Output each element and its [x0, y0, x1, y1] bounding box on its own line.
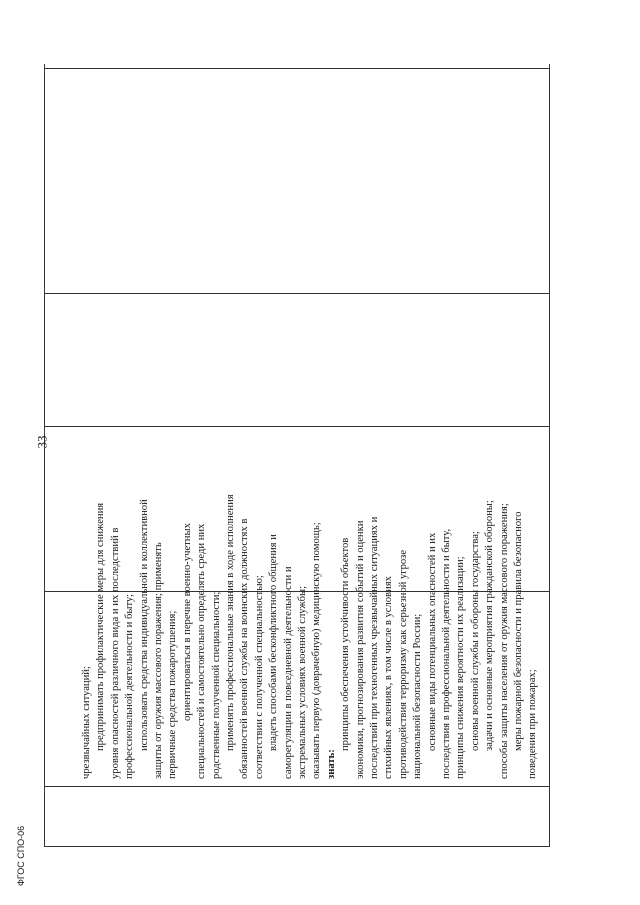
- text-line: последствия в профессиональной деятельности и быту,: [441, 528, 452, 779]
- text-line: ориентироваться в перечне военно-учетных: [181, 523, 193, 721]
- text-line: защиты от оружия массового поражения; применять: [153, 542, 164, 779]
- text-line: профессиональной деятельности и быту;: [124, 593, 136, 779]
- text-line: соответствии с полученной специальностью;: [253, 575, 265, 779]
- text-line: знать:: [325, 749, 337, 779]
- content-column: [45, 64, 551, 847]
- text-line: меры пожарной безопасности и правила безопасного: [513, 511, 524, 751]
- table-frame: [44, 64, 550, 847]
- text-line: использовать средства индивидуальной и коллективной: [138, 499, 150, 751]
- text-line: принципы обеспечения устойчивости объектов: [340, 537, 352, 751]
- text-line: противодействия терроризму как серьезной угрозе: [397, 549, 409, 779]
- text-line: оказывать первую (доврачебную) медицинскую помощь;: [311, 522, 323, 779]
- text-line: национальной безопасности России;: [412, 613, 424, 779]
- text-line: поведения при пожарах;: [527, 669, 539, 779]
- text-line: основы военной службы и обороны государства;: [469, 531, 481, 751]
- text-line: задачи и основные мероприятия гражданской обороны;: [484, 500, 496, 751]
- footer-doc-code: ФГОС СПО-06: [16, 825, 26, 886]
- text-line: уровня опасностей различного вида и их последствий в: [109, 527, 121, 779]
- text-line: стихийных явлениях, в том числе в условиях: [383, 576, 395, 779]
- text-line: специальностей и самостоятельно определять среди них: [196, 523, 208, 779]
- rotated-table: [44, 64, 550, 847]
- text-line: последствий при техногенных чрезвычайных ситуациях и: [369, 516, 380, 779]
- page-number: 33: [34, 435, 50, 449]
- text-line: основные виды потенциальных опасностей и их: [426, 532, 438, 751]
- text-line: владеть способами бесконфликтного общения и: [268, 534, 280, 751]
- text-line: принципы снижения вероятности их реализации;: [455, 556, 467, 779]
- text-line: чрезвычайных ситуаций;: [81, 666, 92, 779]
- text-line: родственные полученной специальности;: [210, 591, 222, 779]
- text-line: обязанностей военной службы на воинских должностях в: [239, 518, 251, 779]
- text-line: применять профессиональные знания в ходе исполнения: [225, 494, 236, 751]
- text-line: саморегуляции в повседневной деятельности и: [282, 566, 294, 779]
- text-line: предпринимать профилактические меры для снижения: [95, 502, 107, 751]
- text-line: экономики, прогнозирования развития событий и оценки: [354, 520, 366, 779]
- text-line: способы защиты населения от оружия массового поражения;: [498, 503, 510, 779]
- text-line: экстремальных условиях военной службы;: [297, 585, 308, 779]
- text-line: первичные средства пожаротушения;: [167, 610, 179, 779]
